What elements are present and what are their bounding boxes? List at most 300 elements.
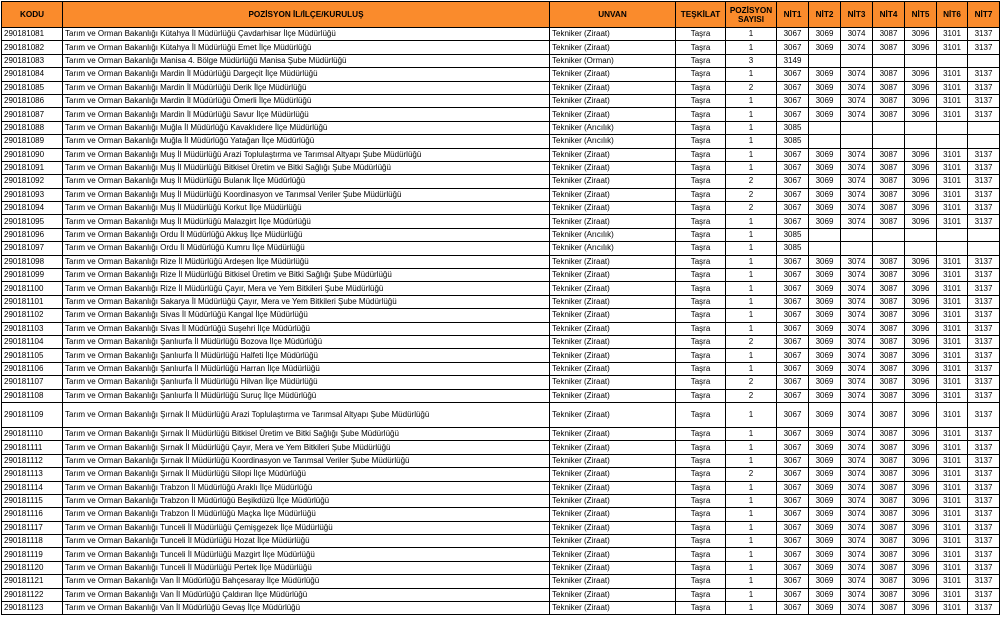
cell-nit2: 3069 bbox=[809, 215, 841, 228]
cell-teskilat: Taşra bbox=[676, 454, 726, 467]
table-row bbox=[2, 202, 1000, 215]
cell-kodu: 290181082 bbox=[2, 41, 63, 54]
cell-teskilat: Taşra bbox=[676, 521, 726, 534]
cell-pozisyon-sayisi: 2 bbox=[726, 376, 777, 389]
cell-nit1: 3085 bbox=[777, 121, 809, 134]
cell-unvan: Tekniker (Arıcılık) bbox=[550, 121, 676, 134]
cell-nit4: 3087 bbox=[873, 295, 905, 308]
cell-nit6: 3101 bbox=[937, 468, 968, 481]
cell-nit5: 3096 bbox=[905, 94, 937, 107]
cell-nit1: 3067 bbox=[777, 521, 809, 534]
cell-teskilat: Taşra bbox=[676, 441, 726, 454]
cell-pozisyon: Tarım ve Orman Bakanlığı Şırnak İl Müdürlüğü Koordinasyon ve Tarımsal Veriler Şube Müdürlüğü bbox=[63, 454, 550, 467]
cell-nit7: 3137 bbox=[968, 376, 1000, 389]
cell-nit3: 3074 bbox=[841, 376, 873, 389]
cell-nit2: 3069 bbox=[809, 188, 841, 201]
cell-pozisyon: Tarım ve Orman Bakanlığı Muş İl Müdürlüğü Koordinasyon ve Tarımsal Veriler Şube Müdürlüğü bbox=[63, 188, 550, 201]
cell-pozisyon: Tarım ve Orman Bakanlığı Şırnak İl Müdürlüğü Silopi İlçe Müdürlüğü bbox=[63, 468, 550, 481]
cell-pozisyon-sayisi: 2 bbox=[726, 468, 777, 481]
cell-pozisyon: Tarım ve Orman Bakanlığı Mardin İl Müdürlüğü Ömerli İlçe Müdürlüğü bbox=[63, 94, 550, 107]
cell-pozisyon: Tarım ve Orman Bakanlığı Sivas İl Müdürlüğü Kangal İlçe Müdürlüğü bbox=[63, 309, 550, 322]
cell-nit6: 3101 bbox=[937, 561, 968, 574]
cell-nit7: 3137 bbox=[968, 468, 1000, 481]
cell-nit7: 3137 bbox=[968, 269, 1000, 282]
cell-kodu: 290181090 bbox=[2, 148, 63, 161]
cell-nit2: 3069 bbox=[809, 68, 841, 81]
cell-nit3: 3074 bbox=[841, 427, 873, 440]
cell-teskilat: Taşra bbox=[676, 202, 726, 215]
cell-pozisyon-sayisi: 1 bbox=[726, 309, 777, 322]
cell-kodu: 290181117 bbox=[2, 521, 63, 534]
cell-pozisyon-sayisi: 1 bbox=[726, 494, 777, 507]
cell-nit3: 3074 bbox=[841, 349, 873, 362]
cell-nit4: 3087 bbox=[873, 255, 905, 268]
cell-kodu: 290181096 bbox=[2, 228, 63, 241]
cell-nit6: 3101 bbox=[937, 389, 968, 402]
cell-nit7: 3137 bbox=[968, 188, 1000, 201]
col-header-nit1: NİT1 bbox=[777, 2, 809, 28]
cell-teskilat: Taşra bbox=[676, 427, 726, 440]
cell-pozisyon: Tarım ve Orman Bakanlığı Trabzon İl Müdürlüğü Araklı İlçe Müdürlüğü bbox=[63, 481, 550, 494]
cell-pozisyon-sayisi: 2 bbox=[726, 202, 777, 215]
cell-nit1: 3067 bbox=[777, 269, 809, 282]
cell-nit4: 3087 bbox=[873, 175, 905, 188]
cell-unvan: Tekniker (Ziraat) bbox=[550, 481, 676, 494]
cell-nit6: 3101 bbox=[937, 349, 968, 362]
cell-nit5: 3096 bbox=[905, 402, 937, 427]
cell-nit6: 3101 bbox=[937, 282, 968, 295]
cell-nit2: 3069 bbox=[809, 588, 841, 601]
cell-nit2: 3069 bbox=[809, 575, 841, 588]
cell-pozisyon: Tarım ve Orman Bakanlığı Van İl Müdürlüğü Gevaş İlçe Müdürlüğü bbox=[63, 602, 550, 615]
cell-nit1: 3067 bbox=[777, 68, 809, 81]
cell-nit3: 3074 bbox=[841, 309, 873, 322]
cell-nit1: 3067 bbox=[777, 335, 809, 348]
cell-nit7: 3137 bbox=[968, 148, 1000, 161]
cell-kodu: 290181101 bbox=[2, 295, 63, 308]
cell-nit5: 3096 bbox=[905, 175, 937, 188]
cell-nit1: 3067 bbox=[777, 349, 809, 362]
table-row bbox=[2, 41, 1000, 54]
col-header-teskilat: TEŞKİLAT bbox=[676, 2, 726, 28]
cell-nit1: 3067 bbox=[777, 295, 809, 308]
cell-nit4: 3087 bbox=[873, 441, 905, 454]
cell-nit7: 3137 bbox=[968, 202, 1000, 215]
cell-pozisyon-sayisi: 2 bbox=[726, 81, 777, 94]
cell-nit3: 3074 bbox=[841, 508, 873, 521]
cell-kodu: 290181103 bbox=[2, 322, 63, 335]
cell-pozisyon-sayisi: 1 bbox=[726, 322, 777, 335]
cell-pozisyon: Tarım ve Orman Bakanlığı Ordu İl Müdürlüğü Akkuş İlçe Müdürlüğü bbox=[63, 228, 550, 241]
cell-nit2: 3069 bbox=[809, 494, 841, 507]
cell-nit7: 3137 bbox=[968, 175, 1000, 188]
cell-unvan: Tekniker (Ziraat) bbox=[550, 402, 676, 427]
cell-nit4: 3087 bbox=[873, 94, 905, 107]
cell-nit6: 3101 bbox=[937, 68, 968, 81]
cell-nit1: 3067 bbox=[777, 161, 809, 174]
cell-nit6: 3101 bbox=[937, 588, 968, 601]
cell-teskilat: Taşra bbox=[676, 215, 726, 228]
cell-kodu: 290181107 bbox=[2, 376, 63, 389]
cell-nit7: 3137 bbox=[968, 335, 1000, 348]
cell-nit6 bbox=[937, 228, 968, 241]
cell-nit1: 3067 bbox=[777, 561, 809, 574]
cell-teskilat: Taşra bbox=[676, 175, 726, 188]
cell-pozisyon-sayisi: 1 bbox=[726, 575, 777, 588]
cell-unvan: Tekniker (Ziraat) bbox=[550, 535, 676, 548]
cell-nit2: 3069 bbox=[809, 427, 841, 440]
table-row bbox=[2, 121, 1000, 134]
cell-unvan: Tekniker (Ziraat) bbox=[550, 389, 676, 402]
cell-pozisyon-sayisi: 1 bbox=[726, 282, 777, 295]
cell-nit2: 3069 bbox=[809, 108, 841, 121]
cell-nit4: 3087 bbox=[873, 389, 905, 402]
table-row bbox=[2, 68, 1000, 81]
cell-nit4: 3087 bbox=[873, 561, 905, 574]
cell-teskilat: Taşra bbox=[676, 309, 726, 322]
cell-nit5 bbox=[905, 228, 937, 241]
cell-nit4: 3087 bbox=[873, 481, 905, 494]
table-row bbox=[2, 468, 1000, 481]
table-row bbox=[2, 269, 1000, 282]
cell-unvan: Tekniker (Ziraat) bbox=[550, 548, 676, 561]
col-header-pozisyon: POZİSYON İL/İLÇE/KURULUŞ bbox=[63, 2, 550, 28]
cell-pozisyon-sayisi: 1 bbox=[726, 242, 777, 255]
cell-teskilat: Taşra bbox=[676, 269, 726, 282]
cell-nit6: 3101 bbox=[937, 535, 968, 548]
cell-nit6: 3101 bbox=[937, 295, 968, 308]
cell-pozisyon: Tarım ve Orman Bakanlığı Trabzon İl Müdürlüğü Maçka İlçe Müdürlüğü bbox=[63, 508, 550, 521]
cell-nit5: 3096 bbox=[905, 309, 937, 322]
cell-pozisyon-sayisi: 1 bbox=[726, 41, 777, 54]
cell-pozisyon-sayisi: 1 bbox=[726, 535, 777, 548]
table-row bbox=[2, 94, 1000, 107]
cell-nit6: 3101 bbox=[937, 481, 968, 494]
cell-unvan: Tekniker (Ziraat) bbox=[550, 41, 676, 54]
cell-nit4: 3087 bbox=[873, 215, 905, 228]
cell-nit2: 3069 bbox=[809, 468, 841, 481]
cell-nit3: 3074 bbox=[841, 402, 873, 427]
cell-nit1: 3067 bbox=[777, 376, 809, 389]
cell-nit3: 3074 bbox=[841, 41, 873, 54]
cell-nit7: 3137 bbox=[968, 295, 1000, 308]
cell-pozisyon: Tarım ve Orman Bakanlığı Van İl Müdürlüğü Bahçesaray İlçe Müdürlüğü bbox=[63, 575, 550, 588]
cell-kodu: 290181106 bbox=[2, 362, 63, 375]
cell-kodu: 290181111 bbox=[2, 441, 63, 454]
cell-nit6: 3101 bbox=[937, 427, 968, 440]
cell-nit4: 3087 bbox=[873, 68, 905, 81]
cell-kodu: 290181119 bbox=[2, 548, 63, 561]
cell-nit5: 3096 bbox=[905, 521, 937, 534]
cell-nit2: 3069 bbox=[809, 362, 841, 375]
cell-nit3: 3074 bbox=[841, 188, 873, 201]
cell-kodu: 290181112 bbox=[2, 454, 63, 467]
cell-nit1: 3067 bbox=[777, 402, 809, 427]
cell-nit5: 3096 bbox=[905, 602, 937, 615]
table-row bbox=[2, 389, 1000, 402]
cell-nit5: 3096 bbox=[905, 295, 937, 308]
table-row bbox=[2, 588, 1000, 601]
table-row bbox=[2, 135, 1000, 148]
cell-nit7 bbox=[968, 121, 1000, 134]
cell-pozisyon: Tarım ve Orman Bakanlığı Şırnak İl Müdürlüğü Arazi Toplulaştırma ve Tarımsal Altyapı Şube Müdürlüğü bbox=[63, 402, 550, 427]
cell-nit7: 3137 bbox=[968, 389, 1000, 402]
cell-nit7: 3137 bbox=[968, 255, 1000, 268]
cell-nit6: 3101 bbox=[937, 41, 968, 54]
cell-kodu: 290181087 bbox=[2, 108, 63, 121]
cell-nit5: 3096 bbox=[905, 161, 937, 174]
cell-nit1: 3067 bbox=[777, 148, 809, 161]
cell-nit2: 3069 bbox=[809, 81, 841, 94]
cell-pozisyon: Tarım ve Orman Bakanlığı Tunceli İl Müdürlüğü Pertek İlçe Müdürlüğü bbox=[63, 561, 550, 574]
cell-unvan: Tekniker (Ziraat) bbox=[550, 494, 676, 507]
cell-unvan: Tekniker (Ziraat) bbox=[550, 362, 676, 375]
cell-nit2 bbox=[809, 242, 841, 255]
cell-pozisyon: Tarım ve Orman Bakanlığı Tunceli İl Müdürlüğü Mazgirt İlçe Müdürlüğü bbox=[63, 548, 550, 561]
cell-nit2: 3069 bbox=[809, 295, 841, 308]
cell-nit2: 3069 bbox=[809, 269, 841, 282]
cell-nit1: 3067 bbox=[777, 41, 809, 54]
cell-nit7 bbox=[968, 54, 1000, 67]
cell-nit7 bbox=[968, 242, 1000, 255]
cell-nit5: 3096 bbox=[905, 335, 937, 348]
cell-teskilat: Taşra bbox=[676, 335, 726, 348]
cell-nit5 bbox=[905, 242, 937, 255]
cell-pozisyon-sayisi: 1 bbox=[726, 28, 777, 41]
cell-pozisyon-sayisi: 1 bbox=[726, 108, 777, 121]
cell-kodu: 290181100 bbox=[2, 282, 63, 295]
cell-nit2 bbox=[809, 228, 841, 241]
cell-nit6: 3101 bbox=[937, 108, 968, 121]
table-row bbox=[2, 575, 1000, 588]
cell-nit3: 3074 bbox=[841, 81, 873, 94]
cell-nit3 bbox=[841, 228, 873, 241]
cell-nit7: 3137 bbox=[968, 561, 1000, 574]
cell-teskilat: Taşra bbox=[676, 535, 726, 548]
table-row bbox=[2, 548, 1000, 561]
cell-nit3: 3074 bbox=[841, 454, 873, 467]
cell-pozisyon: Tarım ve Orman Bakanlığı Şırnak İl Müdürlüğü Çayır, Mera ve Yem Bitkileri Şube Müdürlüğü bbox=[63, 441, 550, 454]
col-header-pozisyon-sayisi: POZİSYON SAYISI bbox=[726, 2, 777, 28]
cell-nit1: 3149 bbox=[777, 54, 809, 67]
cell-nit3: 3074 bbox=[841, 202, 873, 215]
cell-nit4 bbox=[873, 54, 905, 67]
cell-nit4: 3087 bbox=[873, 548, 905, 561]
cell-kodu: 290181113 bbox=[2, 468, 63, 481]
cell-pozisyon-sayisi: 1 bbox=[726, 402, 777, 427]
cell-nit1: 3067 bbox=[777, 215, 809, 228]
cell-unvan: Tekniker (Ziraat) bbox=[550, 269, 676, 282]
cell-nit2: 3069 bbox=[809, 602, 841, 615]
cell-nit2: 3069 bbox=[809, 481, 841, 494]
cell-pozisyon-sayisi: 1 bbox=[726, 94, 777, 107]
cell-nit2: 3069 bbox=[809, 561, 841, 574]
cell-nit7: 3137 bbox=[968, 427, 1000, 440]
cell-nit3: 3074 bbox=[841, 602, 873, 615]
cell-teskilat: Taşra bbox=[676, 255, 726, 268]
cell-kodu: 290181110 bbox=[2, 427, 63, 440]
cell-teskilat: Taşra bbox=[676, 81, 726, 94]
cell-pozisyon: Tarım ve Orman Bakanlığı Tunceli İl Müdürlüğü Hozat İlçe Müdürlüğü bbox=[63, 535, 550, 548]
cell-nit4: 3087 bbox=[873, 202, 905, 215]
cell-nit1: 3067 bbox=[777, 362, 809, 375]
cell-pozisyon-sayisi: 1 bbox=[726, 548, 777, 561]
cell-unvan: Tekniker (Ziraat) bbox=[550, 335, 676, 348]
table-row bbox=[2, 161, 1000, 174]
cell-nit6: 3101 bbox=[937, 441, 968, 454]
cell-nit4: 3087 bbox=[873, 309, 905, 322]
cell-nit2: 3069 bbox=[809, 349, 841, 362]
cell-pozisyon-sayisi: 1 bbox=[726, 161, 777, 174]
cell-nit1: 3067 bbox=[777, 202, 809, 215]
cell-pozisyon-sayisi: 1 bbox=[726, 215, 777, 228]
table-row bbox=[2, 602, 1000, 615]
cell-unvan: Tekniker (Ziraat) bbox=[550, 588, 676, 601]
cell-nit3: 3074 bbox=[841, 161, 873, 174]
cell-pozisyon-sayisi: 1 bbox=[726, 255, 777, 268]
cell-unvan: Tekniker (Ziraat) bbox=[550, 322, 676, 335]
cell-kodu: 290181109 bbox=[2, 402, 63, 427]
cell-nit2: 3069 bbox=[809, 508, 841, 521]
cell-kodu: 290181102 bbox=[2, 309, 63, 322]
header-row bbox=[2, 2, 1000, 28]
cell-nit5: 3096 bbox=[905, 548, 937, 561]
cell-nit2: 3069 bbox=[809, 402, 841, 427]
cell-nit4: 3087 bbox=[873, 468, 905, 481]
cell-pozisyon: Tarım ve Orman Bakanlığı Rize İl Müdürlüğü Bitkisel Üretim ve Bitki Sağlığı Şube Müdürlüğü bbox=[63, 269, 550, 282]
table-row bbox=[2, 81, 1000, 94]
cell-kodu: 290181120 bbox=[2, 561, 63, 574]
cell-pozisyon: Tarım ve Orman Bakanlığı Kütahya İl Müdürlüğü Emet İlçe Müdürlüğü bbox=[63, 41, 550, 54]
cell-nit7: 3137 bbox=[968, 94, 1000, 107]
cell-nit1: 3067 bbox=[777, 454, 809, 467]
cell-nit6: 3101 bbox=[937, 376, 968, 389]
cell-nit7: 3137 bbox=[968, 309, 1000, 322]
cell-nit4: 3087 bbox=[873, 402, 905, 427]
cell-nit6: 3101 bbox=[937, 255, 968, 268]
cell-nit3: 3074 bbox=[841, 561, 873, 574]
cell-pozisyon-sayisi: 1 bbox=[726, 441, 777, 454]
cell-pozisyon: Tarım ve Orman Bakanlığı Şırnak İl Müdürlüğü Bitkisel Üretim ve Bitki Sağlığı Şube Müdürlüğü bbox=[63, 427, 550, 440]
cell-nit4: 3087 bbox=[873, 427, 905, 440]
cell-kodu: 290181084 bbox=[2, 68, 63, 81]
cell-pozisyon: Tarım ve Orman Bakanlığı Mardin İl Müdürlüğü Savur İlçe Müdürlüğü bbox=[63, 108, 550, 121]
cell-teskilat: Taşra bbox=[676, 588, 726, 601]
cell-nit5: 3096 bbox=[905, 376, 937, 389]
table-row bbox=[2, 362, 1000, 375]
cell-nit5: 3096 bbox=[905, 322, 937, 335]
cell-nit7: 3137 bbox=[968, 161, 1000, 174]
cell-unvan: Tekniker (Ziraat) bbox=[550, 282, 676, 295]
cell-teskilat: Taşra bbox=[676, 402, 726, 427]
cell-nit1: 3067 bbox=[777, 309, 809, 322]
cell-kodu: 290181116 bbox=[2, 508, 63, 521]
cell-nit1: 3085 bbox=[777, 242, 809, 255]
cell-pozisyon-sayisi: 1 bbox=[726, 269, 777, 282]
cell-pozisyon-sayisi: 1 bbox=[726, 349, 777, 362]
cell-unvan: Tekniker (Ziraat) bbox=[550, 441, 676, 454]
col-header-kodu: KODU bbox=[2, 2, 63, 28]
cell-teskilat: Taşra bbox=[676, 282, 726, 295]
cell-nit6: 3101 bbox=[937, 402, 968, 427]
cell-nit6: 3101 bbox=[937, 602, 968, 615]
cell-kodu: 290181088 bbox=[2, 121, 63, 134]
cell-nit4: 3087 bbox=[873, 602, 905, 615]
cell-nit5 bbox=[905, 54, 937, 67]
cell-nit1: 3067 bbox=[777, 494, 809, 507]
cell-nit4: 3087 bbox=[873, 349, 905, 362]
cell-nit3: 3074 bbox=[841, 269, 873, 282]
cell-nit3: 3074 bbox=[841, 108, 873, 121]
cell-nit5: 3096 bbox=[905, 188, 937, 201]
cell-unvan: Tekniker (Ziraat) bbox=[550, 295, 676, 308]
cell-unvan: Tekniker (Arıcılık) bbox=[550, 228, 676, 241]
table-row bbox=[2, 535, 1000, 548]
cell-nit7: 3137 bbox=[968, 575, 1000, 588]
cell-kodu: 290181105 bbox=[2, 349, 63, 362]
cell-unvan: Tekniker (Ziraat) bbox=[550, 175, 676, 188]
cell-kodu: 290181118 bbox=[2, 535, 63, 548]
positions-table-container bbox=[1, 1, 999, 615]
table-row bbox=[2, 521, 1000, 534]
cell-kodu: 290181122 bbox=[2, 588, 63, 601]
cell-unvan: Tekniker (Ziraat) bbox=[550, 376, 676, 389]
cell-pozisyon-sayisi: 1 bbox=[726, 602, 777, 615]
cell-nit6: 3101 bbox=[937, 161, 968, 174]
cell-teskilat: Taşra bbox=[676, 135, 726, 148]
cell-nit1: 3067 bbox=[777, 535, 809, 548]
cell-nit6: 3101 bbox=[937, 548, 968, 561]
cell-pozisyon: Tarım ve Orman Bakanlığı Kütahya İl Müdürlüğü Çavdarhisar İlçe Müdürlüğü bbox=[63, 28, 550, 41]
table-row bbox=[2, 282, 1000, 295]
cell-unvan: Tekniker (Ziraat) bbox=[550, 68, 676, 81]
cell-nit5: 3096 bbox=[905, 41, 937, 54]
cell-kodu: 290181095 bbox=[2, 215, 63, 228]
cell-nit2: 3069 bbox=[809, 535, 841, 548]
cell-nit6: 3101 bbox=[937, 322, 968, 335]
cell-teskilat: Taşra bbox=[676, 28, 726, 41]
cell-nit5: 3096 bbox=[905, 255, 937, 268]
cell-teskilat: Taşra bbox=[676, 242, 726, 255]
cell-unvan: Tekniker (Arıcılık) bbox=[550, 242, 676, 255]
cell-kodu: 290181097 bbox=[2, 242, 63, 255]
cell-unvan: Tekniker (Ziraat) bbox=[550, 161, 676, 174]
cell-nit3: 3074 bbox=[841, 548, 873, 561]
table-row bbox=[2, 427, 1000, 440]
cell-unvan: Tekniker (Ziraat) bbox=[550, 108, 676, 121]
table-row bbox=[2, 28, 1000, 41]
cell-pozisyon: Tarım ve Orman Bakanlığı Van İl Müdürlüğü Çaldıran İlçe Müdürlüğü bbox=[63, 588, 550, 601]
cell-nit4: 3087 bbox=[873, 148, 905, 161]
cell-nit3: 3074 bbox=[841, 94, 873, 107]
cell-nit1: 3067 bbox=[777, 389, 809, 402]
cell-nit6 bbox=[937, 121, 968, 134]
cell-nit6: 3101 bbox=[937, 28, 968, 41]
cell-nit5: 3096 bbox=[905, 575, 937, 588]
cell-unvan: Tekniker (Ziraat) bbox=[550, 349, 676, 362]
cell-kodu: 290181092 bbox=[2, 175, 63, 188]
cell-teskilat: Taşra bbox=[676, 508, 726, 521]
cell-nit6 bbox=[937, 135, 968, 148]
cell-nit3: 3074 bbox=[841, 28, 873, 41]
cell-nit4: 3087 bbox=[873, 28, 905, 41]
cell-nit5: 3096 bbox=[905, 81, 937, 94]
cell-nit3: 3074 bbox=[841, 389, 873, 402]
cell-nit7: 3137 bbox=[968, 441, 1000, 454]
cell-nit3: 3074 bbox=[841, 322, 873, 335]
cell-unvan: Tekniker (Ziraat) bbox=[550, 188, 676, 201]
cell-pozisyon: Tarım ve Orman Bakanlığı Sivas İl Müdürlüğü Suşehri İlçe Müdürlüğü bbox=[63, 322, 550, 335]
